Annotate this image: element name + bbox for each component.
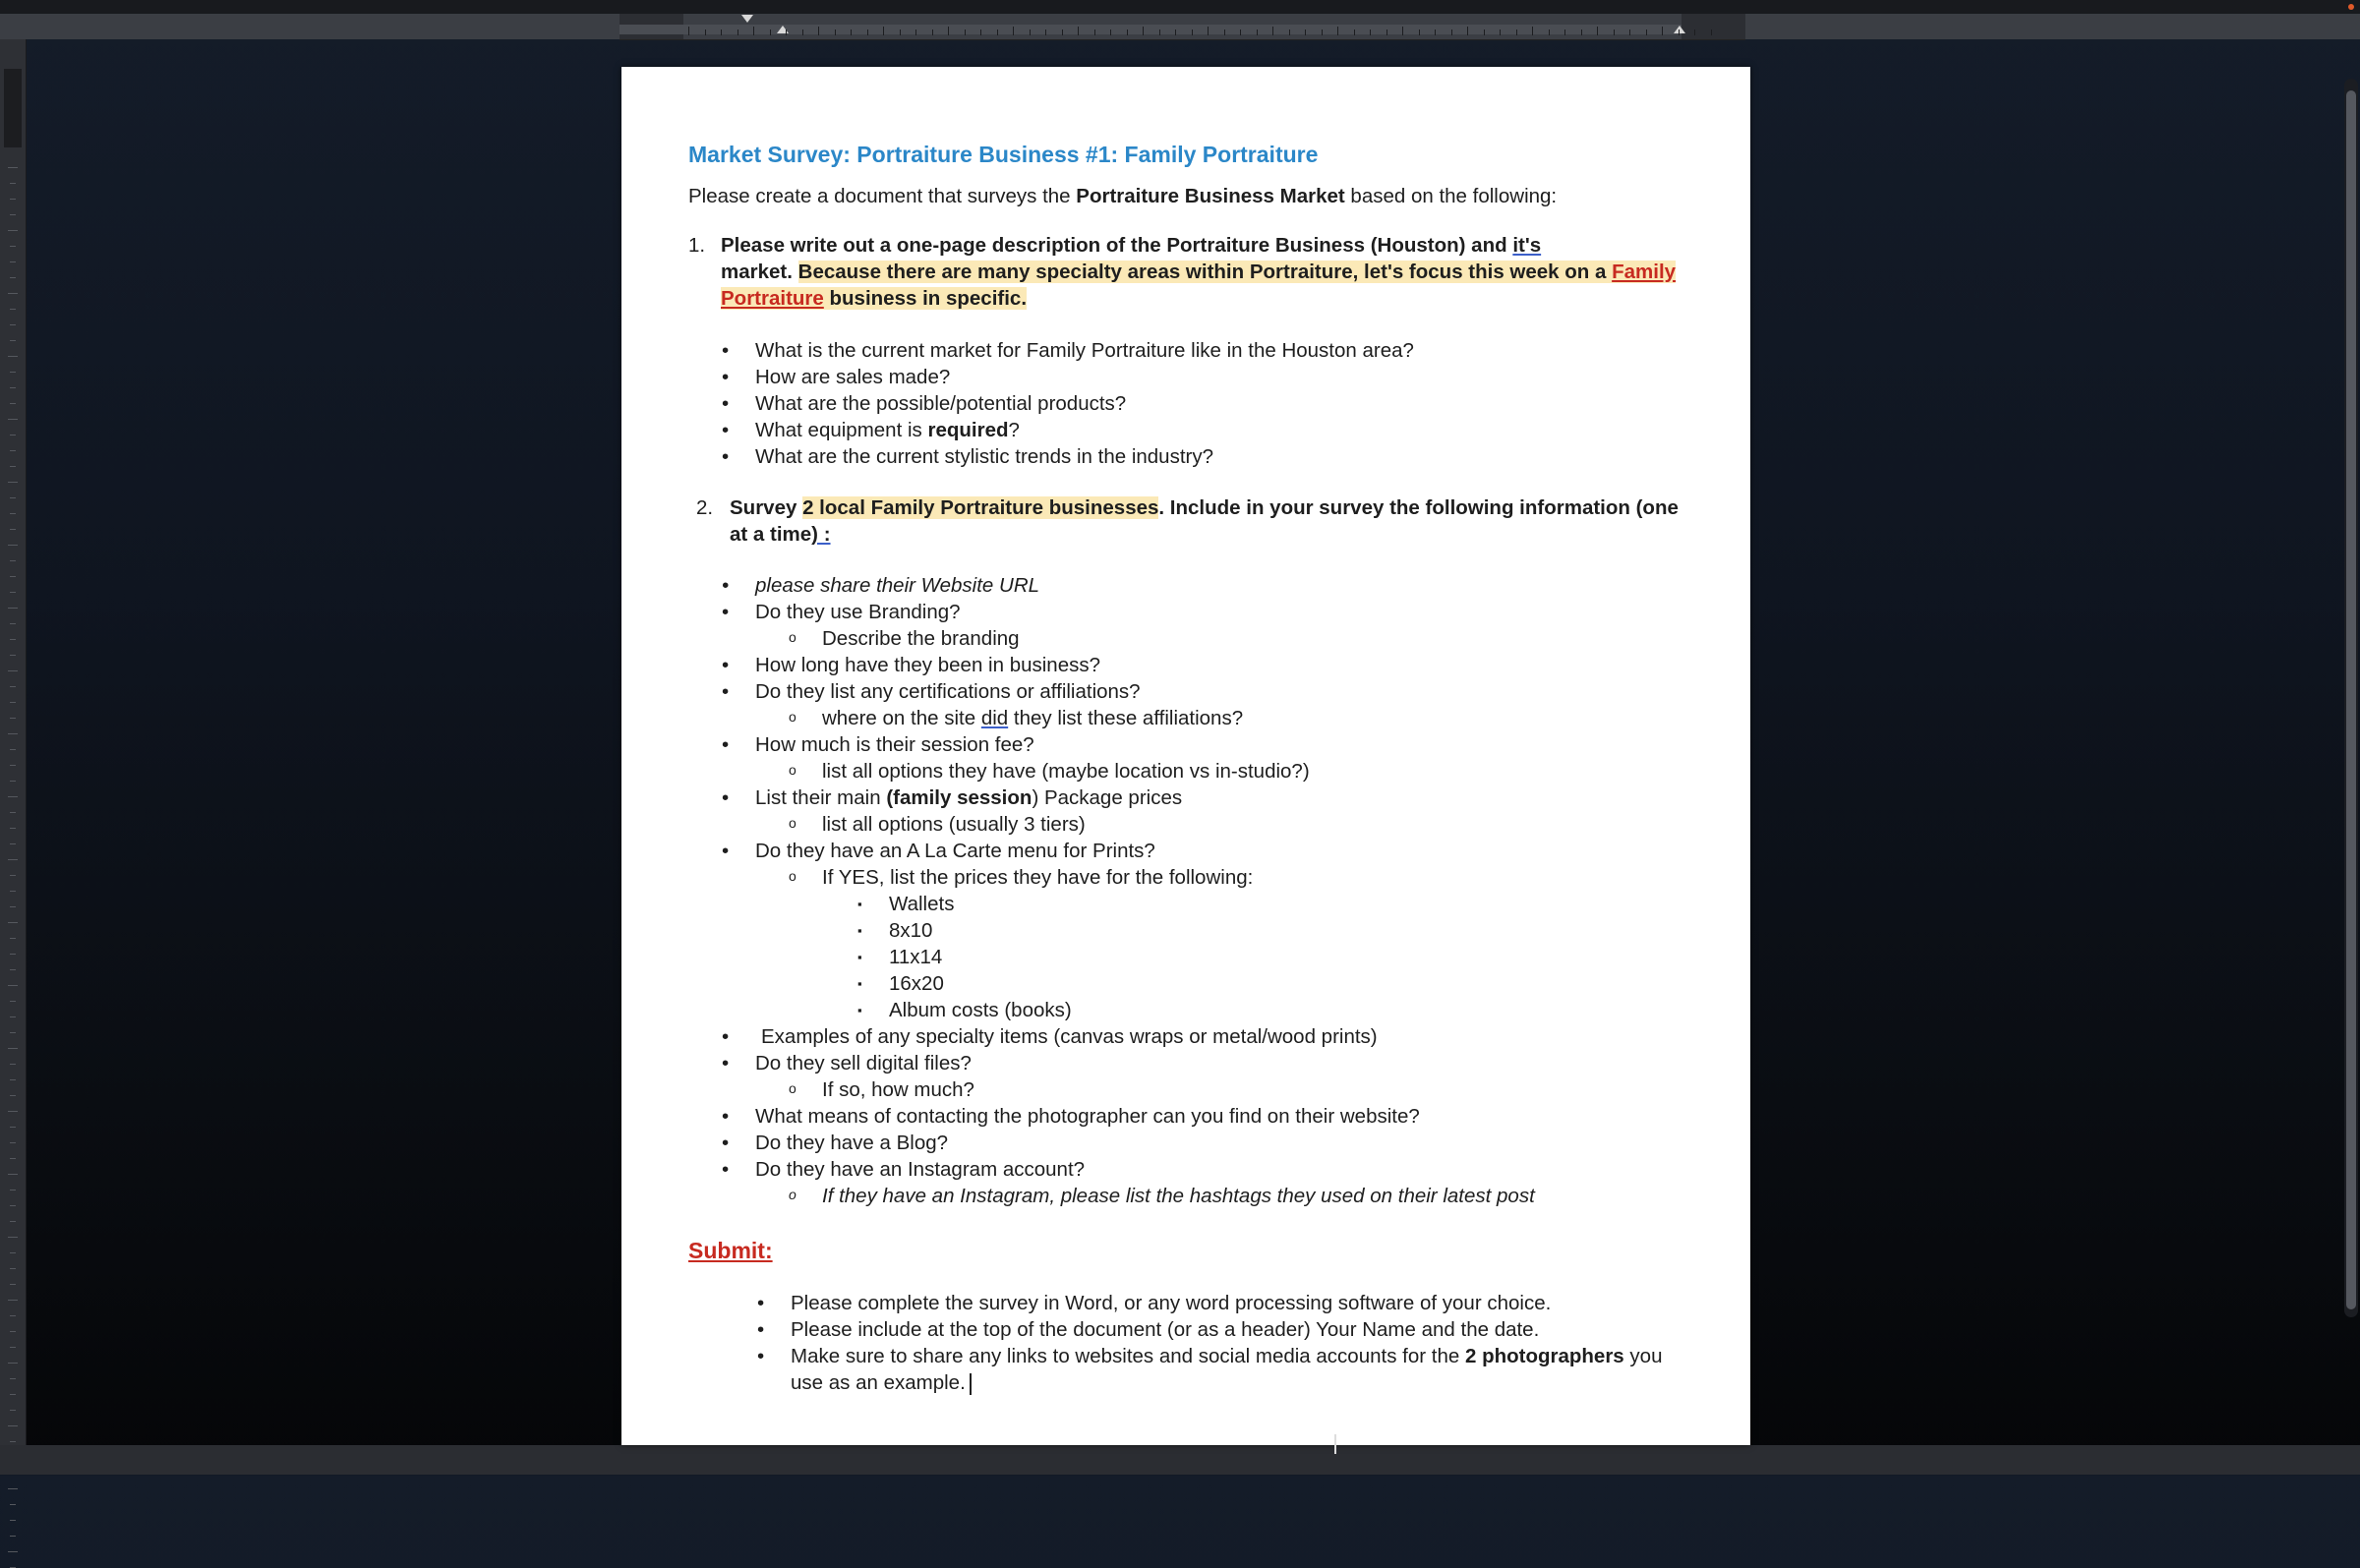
right-indent-marker[interactable]: [1674, 26, 1685, 33]
ruler-tick: [10, 749, 16, 750]
ruler-tick: [10, 828, 16, 829]
list-item: • How much is their session fee?: [688, 731, 1691, 758]
ruler-tick: [1597, 27, 1598, 35]
item-2-text-pre: Survey: [730, 496, 803, 519]
item-2-number: 2.: [696, 496, 714, 519]
ruler-tick: [8, 1551, 18, 1552]
ruler-tick: [1354, 29, 1355, 35]
document-page[interactable]: [621, 67, 1750, 1445]
ruler-tick: [915, 29, 916, 35]
ruler-tick: [1694, 29, 1695, 35]
item-2-text-post: . Include in your survey the following information (one at a time: [730, 496, 1679, 546]
window-corner-indicator-icon: [2348, 4, 2354, 10]
ruler-tick: [8, 1174, 18, 1175]
list-item: • Do they have an A La Carte menu for Prints?: [688, 838, 1691, 864]
ruler-tick: [1451, 29, 1452, 35]
ruler-tick: [1370, 29, 1371, 35]
list-item: o list all options (usually 3 tiers): [688, 811, 1691, 838]
ruler-tick: [770, 29, 771, 35]
list-item: • What are the possible/potential products?: [688, 390, 1691, 417]
ruler-tick: [8, 859, 18, 860]
ruler-tick: [10, 497, 16, 498]
ruler-tick: [10, 1315, 16, 1316]
ruler-tick: [10, 576, 16, 577]
ruler-tick: [8, 733, 18, 734]
ruler-tick: [1532, 27, 1533, 35]
ruler-tick: [10, 466, 16, 467]
ruler-tick: [1322, 29, 1323, 35]
item-2-text-end: ) :: [811, 523, 831, 546]
item-1-number: 1.: [688, 234, 706, 257]
ruler-tick: [8, 1111, 18, 1112]
list-item: [688, 705, 1691, 731]
list-item: • Do they use Branding?: [688, 599, 1691, 625]
ruler-tick: [10, 261, 16, 262]
ruler-tick: [1564, 29, 1565, 35]
item-1-highlight-text: Because there are many specialty areas within Portraiture, let's focus this week on a: [797, 261, 1613, 283]
ruler-tick: [10, 954, 16, 955]
list-item: o If so, how much?: [688, 1076, 1691, 1103]
ruler-tick: [8, 985, 18, 986]
list-item: • Do they have an Instagram account?: [688, 1156, 1691, 1183]
ruler-tick: [932, 29, 933, 35]
ruler-tick: [10, 812, 16, 813]
ruler-tick: [8, 482, 18, 483]
window-top-strip: [0, 0, 2360, 14]
item-1-text-b: market.: [721, 261, 798, 283]
ruler-tick: [1337, 27, 1338, 35]
ruler-tick: [10, 718, 16, 719]
submit-heading: Submit:: [688, 1238, 773, 1263]
submit-b3-pre: Make sure to share any links to websites and social media accounts for the: [791, 1345, 1465, 1367]
list-item: • Please complete the survey in Word, or any word processing software of your choice.: [688, 1290, 1691, 1316]
list-item: [688, 417, 1691, 443]
ruler-tick: [965, 29, 966, 35]
ruler-tick: [10, 1284, 16, 1285]
ruler-tick: [980, 29, 981, 35]
ruler-tick: [10, 309, 16, 310]
list-item: ▪ Wallets: [688, 891, 1691, 917]
ruler-tick: [753, 27, 754, 35]
numbered-item-2: [688, 494, 1691, 548]
ruler-tick: [10, 1158, 16, 1159]
ruler-tick: [1402, 27, 1403, 35]
list-item: o If YES, list the prices they have for the following:: [688, 864, 1691, 891]
ruler-tick: [8, 608, 18, 609]
list-item: [688, 784, 1691, 811]
ruler-tick: [10, 1378, 16, 1379]
ruler-tick: [10, 906, 16, 907]
ruler-tick: [10, 1268, 16, 1269]
list-item: • please share their Website URL: [688, 572, 1691, 599]
ruler-tick: [10, 1205, 16, 1206]
ruler-tick: [8, 230, 18, 231]
list-item: ▪ Album costs (books): [688, 997, 1691, 1023]
ruler-tick: [10, 1064, 16, 1065]
ruler-tick: [10, 324, 16, 325]
ruler-tick: [721, 29, 722, 35]
ruler-tick: [10, 1016, 16, 1017]
certs-sub-pre: where on the site: [822, 707, 981, 729]
ruler-tick: [1078, 27, 1079, 35]
ruler-tick: [883, 27, 884, 35]
ruler-right-extension: [1745, 14, 2360, 39]
horizontal-ruler[interactable]: [620, 14, 1745, 40]
ruler-tick: [8, 1300, 18, 1301]
ruler-tick: [1614, 29, 1615, 35]
list-item: • What means of contacting the photographer can you find on their website?: [688, 1103, 1691, 1130]
certs-sub-did: did: [980, 707, 1009, 729]
list-item: • Do they list any certifications or affiliations?: [688, 678, 1691, 705]
ruler-tick: [10, 1520, 16, 1521]
vertical-ruler[interactable]: [0, 39, 27, 1475]
ruler-tick: [8, 1237, 18, 1238]
ruler-tick: [1679, 29, 1680, 35]
item-1-highlight: [721, 261, 1676, 310]
ruler-tick: [1208, 27, 1209, 35]
ruler-tick: [1272, 27, 1273, 35]
ruler-tick: [1516, 29, 1517, 35]
ruler-tick: [1175, 29, 1176, 35]
item-2-bullet-list: [688, 572, 1691, 1209]
list-item: o If they have an Instagram, please list the hashtags they used on their latest post: [688, 1183, 1691, 1209]
item-1-tail-text: business in specific.: [823, 287, 1028, 310]
ruler-tick: [10, 214, 16, 215]
pkg-text-pre: List their main: [755, 786, 887, 809]
ruler-tick: [10, 1221, 16, 1222]
ruler-tick: [818, 27, 819, 35]
ruler-tick: [10, 1095, 16, 1096]
ruler-tick: [10, 592, 16, 593]
ruler-tick: [10, 560, 16, 561]
item-2-highlight: 2 local Family Portraiture businesses: [802, 496, 1159, 519]
item-1-bullet-list: [688, 337, 1691, 470]
intro-text-bold: Portraiture Business Market: [1076, 185, 1345, 207]
certs-sub-post: they list these affiliations?: [1008, 707, 1244, 729]
ruler-tick: [10, 1394, 16, 1395]
mouse-ibeam-icon: [1334, 1434, 1336, 1454]
ruler-tick: [10, 372, 16, 373]
ruler-tick: [867, 29, 868, 35]
ruler-left-extension: [0, 14, 620, 39]
ruler-tick: [8, 796, 18, 797]
ruler-tick: [10, 686, 16, 687]
ruler-tick: [1192, 29, 1193, 35]
ruler-tick: [1240, 29, 1241, 35]
ruler-tick: [10, 891, 16, 892]
ruler-tick: [1711, 29, 1712, 35]
pkg-text-post: ) Package prices: [1032, 786, 1183, 809]
ruler-tick: [8, 545, 18, 546]
list-item: • Do they sell digital files?: [688, 1050, 1691, 1076]
ruler-tick: [1484, 29, 1485, 35]
ruler-tick: [1013, 27, 1014, 35]
ruler-tick: [10, 340, 16, 341]
ruler-tick: [8, 1425, 18, 1426]
ruler-tick: [997, 29, 998, 35]
ruler-tick: [10, 246, 16, 247]
list-item: • Do they have a Blog?: [688, 1130, 1691, 1156]
ruler-tick: [1127, 29, 1128, 35]
ruler-tick: [851, 29, 852, 35]
ruler-tick: [8, 1048, 18, 1049]
ruler-tick: [10, 183, 16, 184]
ruler-tick: [10, 1001, 16, 1002]
ruler-tick: [1549, 29, 1550, 35]
list-item: ▪ 11x14: [688, 944, 1691, 970]
ruler-tick: [8, 293, 18, 294]
ruler-tick: [10, 1504, 16, 1505]
ruler-tick: [10, 435, 16, 436]
ruler-tick: [1581, 29, 1582, 35]
vertical-scrollbar-thumb[interactable]: [2346, 90, 2356, 1309]
ruler-tick: [10, 655, 16, 656]
ruler-tick: [948, 27, 949, 35]
ruler-tick: [8, 356, 18, 357]
vertical-ruler-top-margin: [4, 69, 22, 147]
ruler-tick: [1467, 27, 1468, 35]
ruler-tick: [10, 1142, 16, 1143]
ruler-tick: [10, 639, 16, 640]
ruler-tick: [10, 277, 16, 278]
list-item: • What is the current market for Family Portraiture like in the Houston area?: [688, 337, 1691, 364]
ruler-tick: [8, 922, 18, 923]
ruler-tick: [8, 1363, 18, 1364]
ruler-tick: [10, 403, 16, 404]
ruler-tick: [1030, 29, 1031, 35]
equip-text-bold: required: [927, 419, 1009, 441]
submit-b3-post: you use as an example.: [791, 1345, 1663, 1394]
ruler-tick: [10, 513, 16, 514]
ruler-tick: [10, 938, 16, 939]
list-item: • Examples of any specialty items (canvas wraps or metal/wood prints): [688, 1023, 1691, 1050]
ruler-tick: [1386, 29, 1387, 35]
ruler-tick: [10, 387, 16, 388]
intro-text-post: based on the following:: [1344, 185, 1558, 207]
ruler-tick: [1143, 27, 1144, 35]
submit-bullet-list: [688, 1290, 1691, 1396]
ruler-tick: [8, 670, 18, 671]
intro-text-pre: Please create a document that surveys the: [688, 185, 1077, 207]
ruler-tick: [10, 1441, 16, 1442]
ruler-tick: [1419, 29, 1420, 35]
list-item: • What are the current stylistic trends in the industry?: [688, 443, 1691, 470]
list-item: o list all options they have (maybe location vs in-studio?): [688, 758, 1691, 784]
ruler-tick: [10, 969, 16, 970]
ruler-tick: [10, 875, 16, 876]
ruler-tick: [10, 450, 16, 451]
list-item: • Please include at the top of the document (or as a header) Your Name and the date.: [688, 1316, 1691, 1343]
list-item: o Describe the branding: [688, 625, 1691, 652]
ruler-tick: [1305, 29, 1306, 35]
ruler-tick: [802, 29, 803, 35]
pkg-text-bold: (family session: [886, 786, 1032, 809]
ruler-tick: [1062, 29, 1063, 35]
item-1-its-word: it's: [1512, 234, 1542, 257]
ruler-tick: [1094, 29, 1095, 35]
ruler-tick: [10, 623, 16, 624]
ruler-tick: [1662, 27, 1663, 35]
intro-paragraph: [688, 183, 1691, 209]
document-title: Market Survey: Portraiture Business #1: Family Portraiture: [688, 142, 1319, 167]
ruler-tick: [10, 199, 16, 200]
ruler-tick: [10, 765, 16, 766]
ruler-tick: [1224, 29, 1225, 35]
ruler-tick: [10, 1032, 16, 1033]
ruler-tick: [10, 1252, 16, 1253]
list-item: ▪ 8x10: [688, 917, 1691, 944]
ruler-tick: [1629, 29, 1630, 35]
ruler-tick: [10, 702, 16, 703]
ruler-tick: [10, 1331, 16, 1332]
numbered-item-1: [688, 232, 1691, 312]
status-bar: [0, 1445, 2360, 1475]
equip-text-pre: What equipment is: [755, 419, 928, 441]
item-1-text-a: Please write out a one-page description of the Portraiture Business (Houston) and: [721, 234, 1513, 257]
list-item: [688, 1343, 1691, 1396]
ruler-tick: [900, 29, 901, 35]
equip-text-post: ?: [1008, 419, 1020, 441]
first-line-indent-marker[interactable]: [741, 15, 753, 23]
ruler-tick: [835, 29, 836, 35]
submit-b3-bold: 2 photographers: [1464, 1345, 1624, 1367]
ruler-tick: [705, 29, 706, 35]
ruler-tick: [1110, 29, 1111, 35]
ruler-tick: [8, 419, 18, 420]
ruler-tick: [1289, 29, 1290, 35]
ruler-tick: [10, 781, 16, 782]
ruler-tick: [786, 29, 787, 35]
document-body[interactable]: [688, 140, 1691, 1396]
ruler-tick: [1159, 29, 1160, 35]
ruler-tick: [10, 1347, 16, 1348]
ruler-tick: [10, 529, 16, 530]
ruler-tick: [10, 1536, 16, 1537]
list-item: • How long have they been in business?: [688, 652, 1691, 678]
ruler-tick: [688, 27, 689, 35]
ruler-tick: [1500, 29, 1501, 35]
ruler-tick: [10, 1190, 16, 1191]
ruler-tick: [10, 1127, 16, 1128]
ruler-tick: [8, 167, 18, 168]
ruler-tick: [1045, 29, 1046, 35]
left-indent-marker[interactable]: [777, 26, 789, 33]
family-portraiture-link[interactable]: Family Portraiture: [721, 261, 1677, 310]
ruler-tick: [1646, 29, 1647, 35]
list-item: ▪ 16x20: [688, 970, 1691, 997]
text-cursor: [970, 1373, 972, 1395]
list-item: • How are sales made?: [688, 364, 1691, 390]
ruler-tick: [10, 1410, 16, 1411]
ruler-tick: [10, 843, 16, 844]
ruler-tick: [8, 1488, 18, 1489]
ruler-tick: [1435, 29, 1436, 35]
ruler-tick: [10, 1079, 16, 1080]
ruler-right-margin: [1682, 14, 1745, 39]
ruler-tick: [1257, 29, 1258, 35]
